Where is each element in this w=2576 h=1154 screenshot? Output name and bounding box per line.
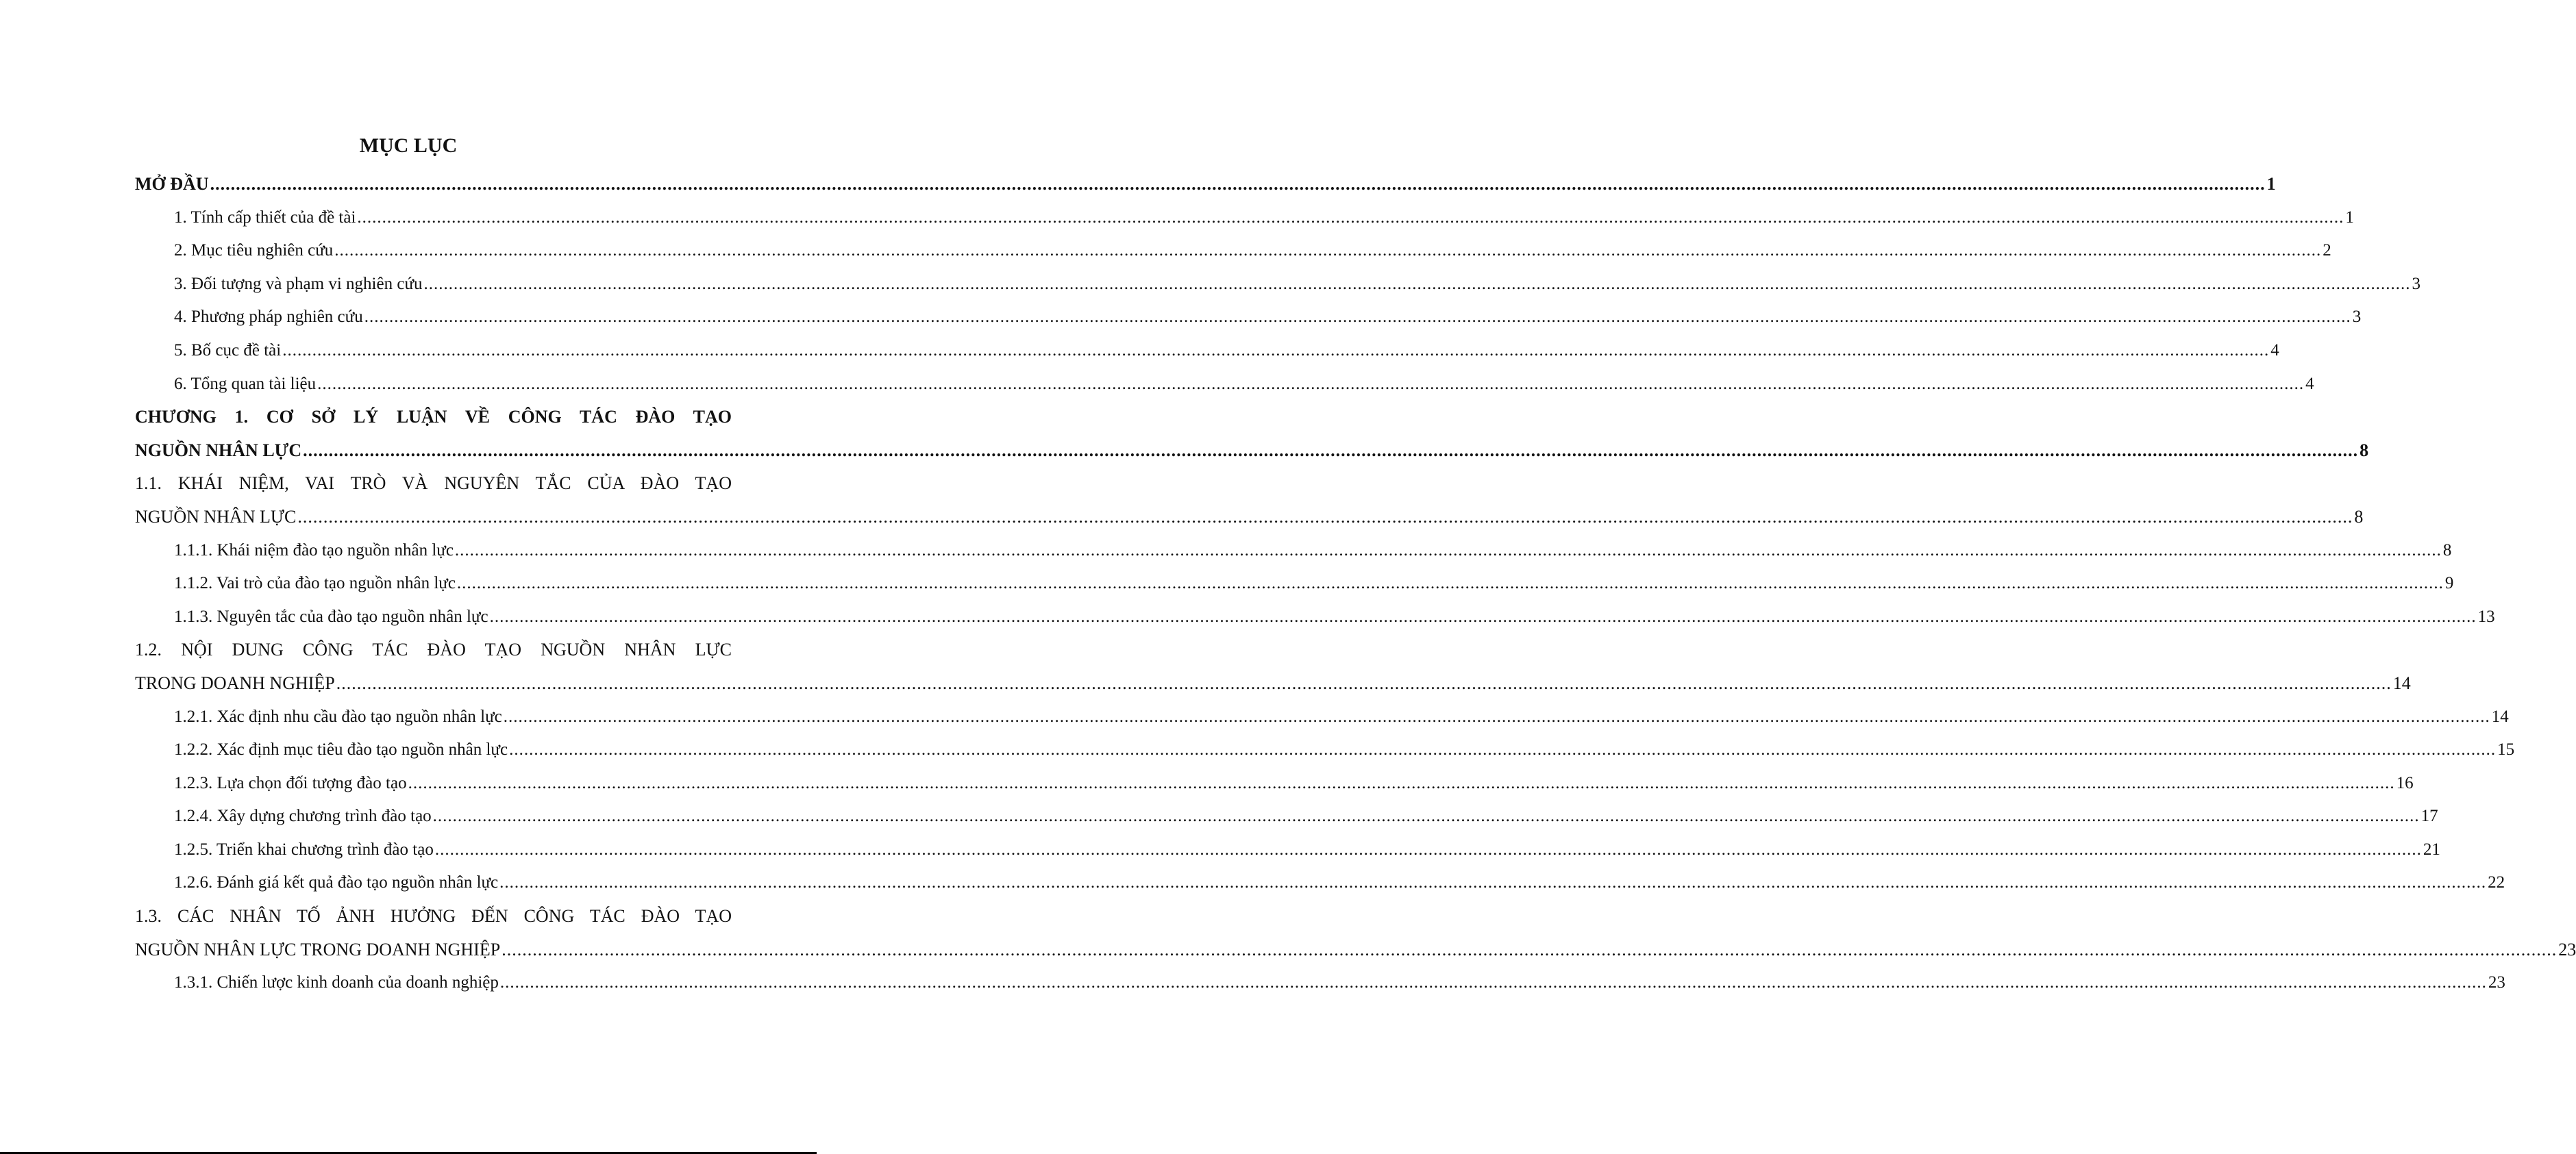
dot-leader: ................................................................................................................................................................................................................................................................................................................................................................................................................ xyxy=(501,939,2558,959)
toc-entry-line xyxy=(174,733,2515,767)
toc-entry-line xyxy=(174,601,2495,634)
toc-entry[interactable] xyxy=(135,401,2369,467)
toc-entry-title: 1. Tính cấp thiết của đề tài xyxy=(174,208,356,227)
dot-leader: ................................................................................................................................................................................................................................................................................................................................................................................................................ xyxy=(499,973,2487,992)
toc-entry-title: 1.2.1. Xác định nhu cầu đào tạo nguồn nhân lực xyxy=(174,707,502,726)
dot-leader: ................................................................................................................................................................................................................................................................................................................................................................................................................ xyxy=(336,673,2392,693)
toc-entry-title: 1.2.2. Xác định mục tiêu đào tạo nguồn nhân lực xyxy=(174,740,508,760)
dot-leader: ................................................................................................................................................................................................................................................................................................................................................................................................................ xyxy=(454,540,2442,560)
toc-entry[interactable] xyxy=(135,334,2279,368)
toc-entry-title: 1.3.1. Chiến lược kinh doanh của doanh nghiệp xyxy=(174,973,499,992)
toc-page-number: 4 xyxy=(2270,340,2279,360)
dot-leader: ................................................................................................................................................................................................................................................................................................................................................................................................................ xyxy=(303,440,2359,460)
toc-entry[interactable] xyxy=(135,467,2364,534)
dot-leader: ................................................................................................................................................................................................................................................................................................................................................................................................................ xyxy=(408,773,2395,792)
toc-entry[interactable] xyxy=(135,368,2314,401)
toc-page-number: 8 xyxy=(2360,440,2369,460)
toc-entry-title: 1.2.6. Đánh giá kết quả đào tạo nguồn nhân lực xyxy=(174,873,499,892)
toc-page-number: 2 xyxy=(2323,241,2331,260)
toc-entry-title: 1.2.5. Triển khai chương trình đào tạo xyxy=(174,840,434,859)
toc-entry[interactable] xyxy=(135,268,2420,301)
toc-entry-line xyxy=(135,501,2364,534)
toc-entry[interactable] xyxy=(135,800,2438,833)
toc-entry-title: 6. Tổng quan tài liệu xyxy=(174,374,317,393)
toc-page-number: 16 xyxy=(2396,773,2414,792)
dot-leader: ................................................................................................................................................................................................................................................................................................................................................................................................................ xyxy=(499,873,2487,892)
toc-entry-line xyxy=(174,334,2279,368)
toc-entry[interactable] xyxy=(135,701,2509,734)
dot-leader: ................................................................................................................................................................................................................................................................................................................................................................................................................ xyxy=(456,574,2444,593)
toc-page-number: 17 xyxy=(2420,807,2438,826)
toc-entry-line xyxy=(135,933,2576,967)
toc-entry-line xyxy=(174,368,2314,401)
toc-entry-line xyxy=(174,833,2440,867)
toc-entry-title: 3. Đối tượng và phạm vi nghiên cứu xyxy=(174,274,423,293)
toc-page-number: 8 xyxy=(2442,540,2452,560)
dot-leader: ................................................................................................................................................................................................................................................................................................................................................................................................................ xyxy=(282,340,2270,360)
toc-entry-title: 1.2.4. Xây dựng chương trình đào tạo xyxy=(174,807,432,826)
dot-leader: ................................................................................................................................................................................................................................................................................................................................................................................................................ xyxy=(489,607,2477,626)
toc-page-number: 14 xyxy=(2491,707,2509,726)
toc-entry[interactable] xyxy=(135,966,2505,1000)
dot-leader: ................................................................................................................................................................................................................................................................................................................................................................................................................ xyxy=(503,707,2490,726)
toc-entry-title: NGUỒN NHÂN LỰC TRONG DOANH NGHIỆP xyxy=(135,939,501,959)
toc-entry-line xyxy=(174,567,2454,601)
toc-entry-title: NGUỒN NHÂN LỰC xyxy=(135,440,302,460)
toc-page-number: 21 xyxy=(2423,840,2440,859)
toc-page-number: 1 xyxy=(2345,208,2354,227)
toc-entry-title: 2. Mục tiêu nghiên cứu xyxy=(174,241,334,260)
toc-entry-title: 5. Bố cục đề tài xyxy=(174,340,282,360)
toc-page-number: 23 xyxy=(2488,973,2505,992)
toc-page-number: 15 xyxy=(2497,740,2515,760)
toc-entry[interactable] xyxy=(135,634,2411,700)
dot-leader: ................................................................................................................................................................................................................................................................................................................................................................................................................ xyxy=(423,274,2411,293)
toc-entry-title: TRONG DOANH NGHIỆP xyxy=(135,673,335,693)
toc-entry-title-line: 1.2. NỘI DUNG CÔNG TÁC ĐÀO TẠO NGUỒN NHÂN LỰC xyxy=(135,640,732,660)
toc-entry[interactable] xyxy=(135,234,2331,268)
toc-page-number: 8 xyxy=(2354,506,2364,527)
toc-page-number: 1 xyxy=(2266,174,2276,194)
toc-entry-title-line: CHƯƠNG 1. CƠ SỞ LÝ LUẬN VỀ CÔNG TÁC ĐÀO TẠO xyxy=(135,407,732,427)
toc-entry[interactable] xyxy=(135,201,2354,235)
dot-leader: ................................................................................................................................................................................................................................................................................................................................................................................................................ xyxy=(434,840,2422,859)
toc-entry[interactable] xyxy=(135,767,2414,801)
toc-page-number: 9 xyxy=(2444,574,2454,593)
toc-page-number: 14 xyxy=(2392,673,2411,693)
toc-entry-title: 1.1.3. Nguyên tắc của đào tạo nguồn nhân lực xyxy=(174,607,488,626)
toc-entry-title: MỞ ĐẦU xyxy=(135,174,209,194)
dot-leader: ................................................................................................................................................................................................................................................................................................................................................................................................................ xyxy=(357,208,2344,227)
toc-entry-title: 1.2.3. Lựa chọn đối tượng đào tạo xyxy=(174,773,407,792)
toc-page-number: 13 xyxy=(2477,607,2495,626)
toc-page-number: 3 xyxy=(2412,274,2420,293)
toc-entry[interactable] xyxy=(135,733,2515,767)
toc-entry-line xyxy=(174,866,2505,900)
toc-entry-title: 1.1.2. Vai trò của đào tạo nguồn nhân lực xyxy=(174,574,456,593)
toc-entry-line xyxy=(135,667,2411,701)
dot-leader: ................................................................................................................................................................................................................................................................................................................................................................................................................ xyxy=(317,374,2305,393)
toc-entry-title-line: 1.1. KHÁI NIỆM, VAI TRÒ VÀ NGUYÊN TẮC CỦA ĐÀO TẠO xyxy=(135,473,732,494)
toc-entry-line xyxy=(135,434,2369,468)
toc-page-number: 4 xyxy=(2305,374,2314,393)
toc-entry-title: 1.1.1. Khái niệm đào tạo nguồn nhân lực xyxy=(174,540,454,560)
toc-entry[interactable] xyxy=(135,601,2495,634)
dot-leader: ................................................................................................................................................................................................................................................................................................................................................................................................................ xyxy=(364,308,2351,327)
toc-entry-line xyxy=(174,701,2509,734)
dot-leader: ................................................................................................................................................................................................................................................................................................................................................................................................................ xyxy=(210,174,2266,194)
dot-leader: ................................................................................................................................................................................................................................................................................................................................................................................................................ xyxy=(297,506,2353,527)
dot-leader: ................................................................................................................................................................................................................................................................................................................................................................................................................ xyxy=(432,807,2420,826)
table-of-contents xyxy=(135,168,2576,1000)
toc-entry[interactable] xyxy=(135,900,2576,966)
toc-entry[interactable] xyxy=(135,833,2440,867)
toc-entry[interactable] xyxy=(135,301,2362,334)
toc-entry-line xyxy=(135,168,2276,201)
toc-page-number: 23 xyxy=(2558,939,2576,959)
toc-page-number: 3 xyxy=(2352,308,2362,327)
toc-entry-line xyxy=(174,268,2420,301)
dot-leader: ................................................................................................................................................................................................................................................................................................................................................................................................................ xyxy=(509,740,2497,760)
toc-entry-line xyxy=(174,800,2438,833)
toc-entry-line xyxy=(174,234,2331,268)
toc-entry-title: 4. Phương pháp nghiên cứu xyxy=(174,308,363,327)
toc-entry-line xyxy=(174,966,2505,1000)
toc-entry[interactable] xyxy=(135,168,2276,201)
toc-title: MỤC LỤC xyxy=(359,134,458,157)
toc-entry-line xyxy=(174,534,2452,568)
toc-entry-title-line: 1.3. CÁC NHÂN TỐ ẢNH HƯỞNG ĐẾN CÔNG TÁC ĐÀO TẠO xyxy=(135,906,732,927)
dot-leader: ................................................................................................................................................................................................................................................................................................................................................................................................................ xyxy=(334,241,2322,260)
toc-entry-line xyxy=(174,767,2414,801)
toc-entry-title: NGUỒN NHÂN LỰC xyxy=(135,506,297,527)
toc-entry[interactable] xyxy=(135,534,2452,568)
toc-entry-line xyxy=(174,201,2354,235)
toc-entry[interactable] xyxy=(135,866,2505,900)
toc-entry[interactable] xyxy=(135,567,2454,601)
toc-page-number: 22 xyxy=(2488,873,2505,892)
toc-entry-line xyxy=(174,301,2362,334)
